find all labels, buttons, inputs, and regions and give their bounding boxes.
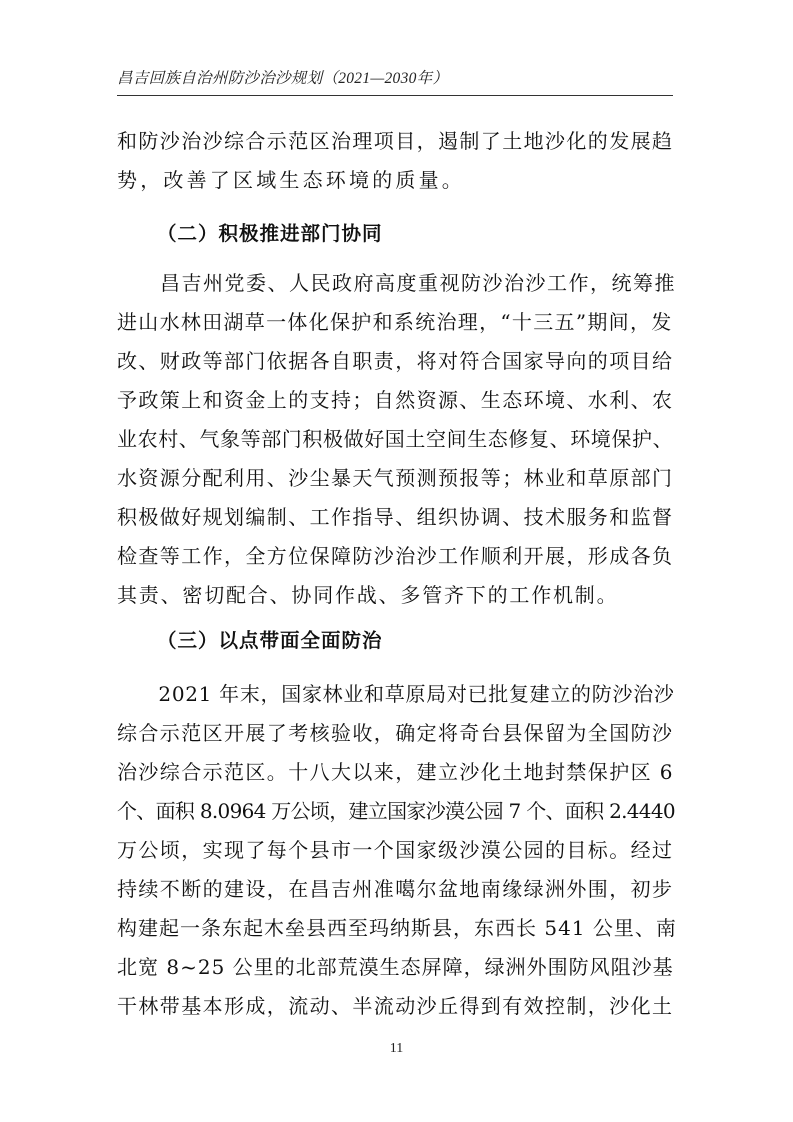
text-line: 势，改善了区域生态环境的质量。 (117, 168, 465, 192)
text-line: 治沙综合示范区。十八大以来，建立沙化土地封禁保护区 6 (117, 760, 674, 784)
section-heading-3: （三）以点带面全面防治 (157, 629, 383, 652)
text-line: 构建起一条东起木垒县西至玛纳斯县，东西长 541 公里、南 (117, 916, 677, 940)
section-3-paragraph (117, 675, 677, 1026)
text-line: 改、财政等部门依据各自职责，将对符合国家导向的项目给 (117, 349, 674, 373)
text-line: 北宽 8~25 公里的北部荒漠生态屏障，绿洲外围防风阻沙基 (117, 955, 674, 979)
section-heading-2: （二）积极推进部门协同 (157, 222, 383, 245)
text-line: 进山水林田湖草一体化保护和系统治理，“十三五”期间，发 (117, 310, 673, 334)
continuation-paragraph (117, 122, 677, 200)
text-line: 干林带基本形成，流动、半流动沙丘得到有效控制，沙化土 (117, 994, 674, 1018)
section-2-paragraph (117, 264, 677, 615)
text-line: 综合示范区开展了考核验收，确定将奇台县保留为全国防沙 (117, 721, 674, 745)
text-line: 个、面积 8.0964 万公顷，建立国家沙漠公园 7 个、面积 2.4440 (117, 799, 675, 823)
text-line: 持续不断的建设，在昌吉州准噶尔盆地南缘绿洲外围，初步 (117, 877, 674, 901)
text-line: 积极做好规划编制、工作指导、组织协调、技术服务和监督 (117, 505, 674, 529)
text-line: 昌吉州党委、人民政府高度重视防沙治沙工作，统筹推 (117, 271, 676, 295)
text-line: 和防沙治沙综合示范区治理项目，遏制了土地沙化的发展趋 (117, 129, 674, 153)
text-line: 万公顷，实现了每个县市一个国家级沙漠公园的目标。经过 (117, 838, 674, 862)
running-header: 昌吉回族自治州防沙治沙规划（2021—2030年） (117, 70, 449, 87)
text-line: 水资源分配利用、沙尘暴天气预测预报等；林业和草原部门 (117, 466, 674, 490)
page-number: 11 (389, 1041, 404, 1056)
header-rule (117, 95, 673, 96)
text-line: 其责、密切配合、协同作战、多管齐下的工作机制。 (117, 583, 619, 607)
text-line: 予政策上和资金上的支持；自然资源、生态环境、水利、农 (117, 388, 674, 412)
text-line: 业农村、气象等部门积极做好国土空间生态修复、环境保护、 (117, 427, 674, 451)
text-line: 2021 年末，国家林业和草原局对已批复建立的防沙治沙 (117, 682, 675, 706)
text-line: 检查等工作，全方位保障防沙治沙工作顺利开展，形成各负 (117, 544, 674, 568)
